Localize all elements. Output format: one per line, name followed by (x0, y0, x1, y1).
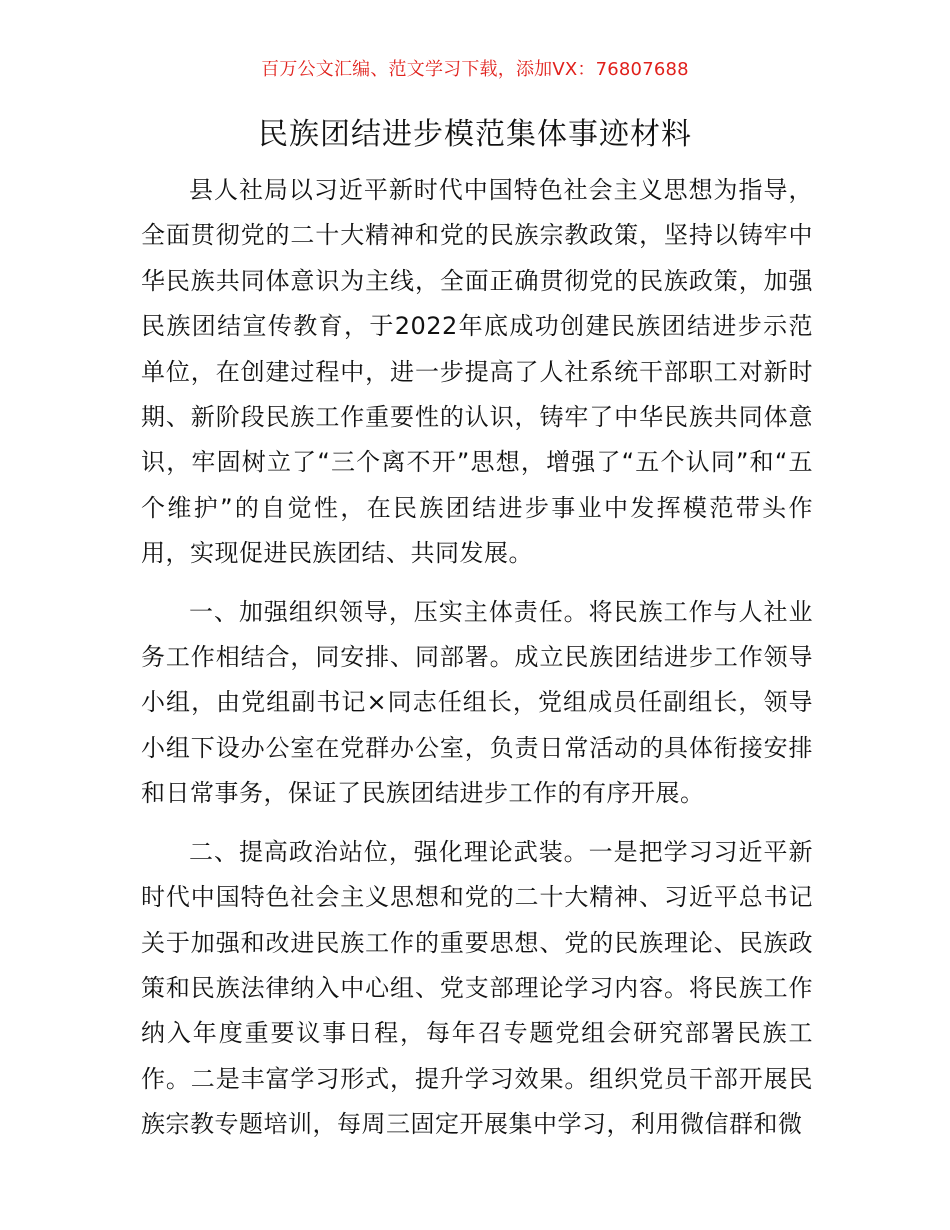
paragraph-political-theory: 二、提高政治站位，强化理论武装。一是把学习习近平新时代中国特色社会主义思想和党的二十大精神、习近平总书记关于加强和改进民族工作的重要思想、党的民族理论、民族政策和民族法律纳入中心组、党支部理论学习内容。将民族工作纳入年度重要议事日程，每年召专题党组会研究部署民族工作。二是丰富学习形式，提升学习效果。组织党员干部开展民族宗教专题培训，每周三固定开展集中学习，利用微信群和微 (141, 837, 813, 1139)
document-body (141, 168, 813, 1161)
header-download-note: 百万公文汇编、范文学习下载，添加VX：76807688 (261, 59, 689, 80)
document-title: 民族团结进步模范集体事迹材料 (258, 117, 692, 152)
paragraph-organization-leadership: 一、加强组织领导，压实主体责任。将民族工作与人社业务工作相结合，同安排、同部署。成立民族团结进步工作领导小组，由党组副书记×同志任组长，党组成员任副组长，领导小组下设办公室在党群办公室，负责日常活动的具体衔接安排和日常事务，保证了民族团结进步工作的有序开展。 (141, 597, 813, 808)
paragraph-intro: 县人社局以习近平新时代中国特色社会主义思想为指导，全面贯彻党的二十大精神和党的民族宗教政策，坚持以铸牢中华民族共同体意识为主线，全面正确贯彻党的民族政策，加强民族团结宣传教育，于2022年底成功创建民族团结进步示范单位，在创建过程中，进一步提高了人社系统干部职工对新时期、新阶段民族工作重要性的认识，铸牢了中华民族共同体意识，牢固树立了“三个离不开”思想，增强了“五个认同”和“五个维护”的自觉性，在民族团结进步事业中发挥模范带头作用，实现促进民族团结、共同发展。 (141, 176, 813, 568)
